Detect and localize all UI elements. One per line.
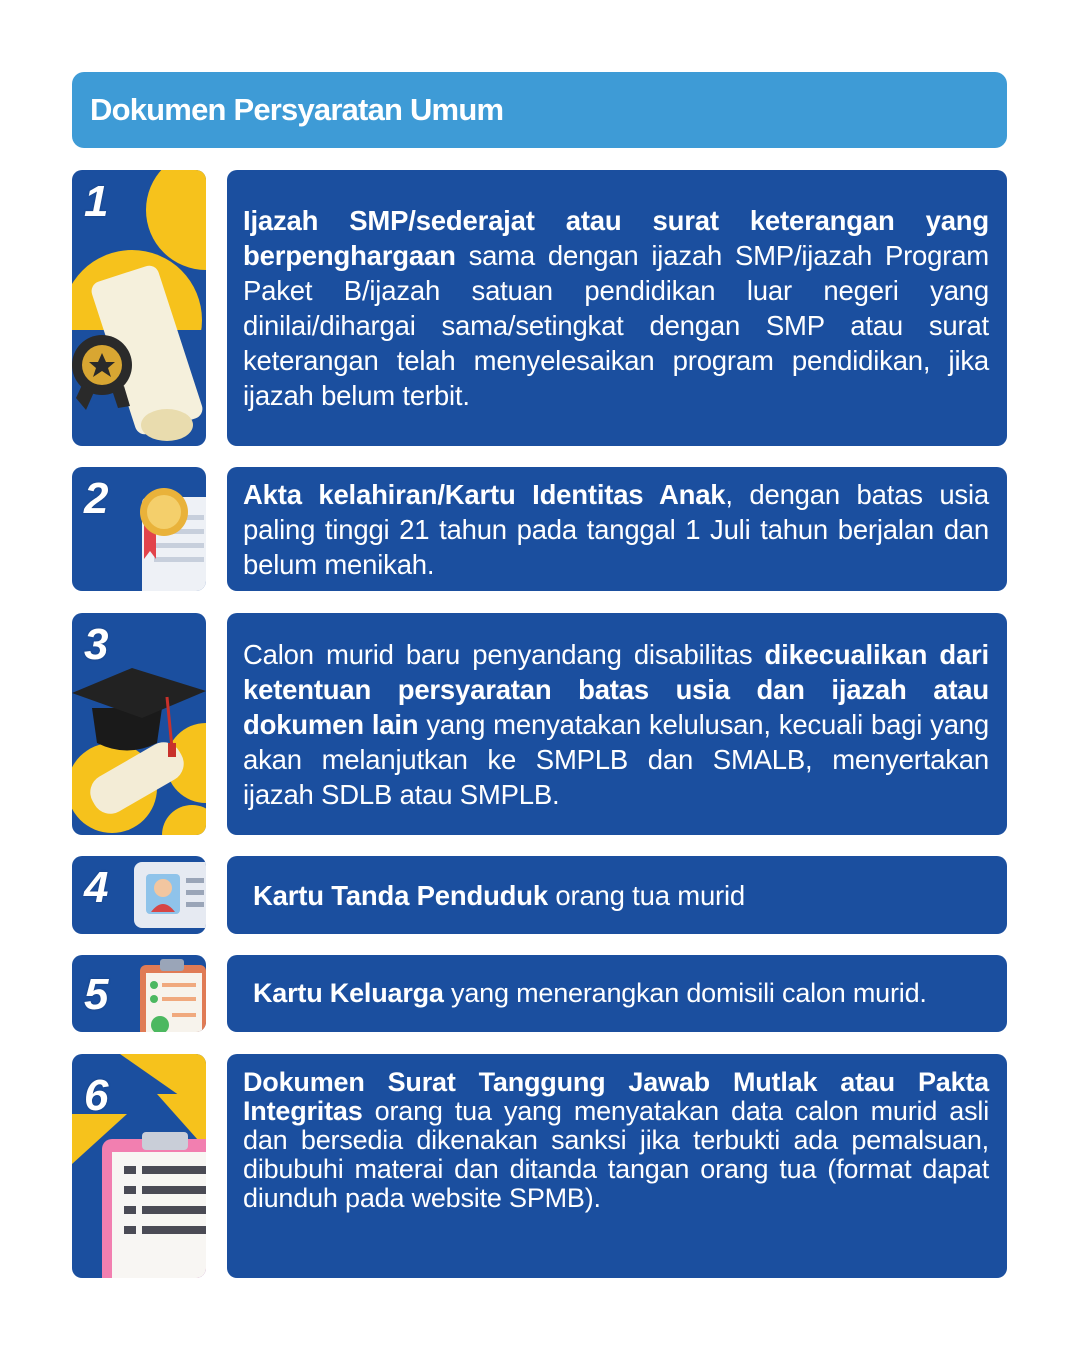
requirement-bold: Dokumen Surat Tanggung Jawab Mutlak atau Pakta Integritas [243, 1067, 989, 1126]
requirement-bold: Kartu Tanda Penduduk [253, 879, 548, 911]
requirement-text [243, 1068, 989, 1213]
requirement-rest: orang tua yang menyatakan data calon murid asli dan bersedia dikenakan sanksi jika terbukti ada pemalsuan, dibubuhi materai dan ditanda tangan orang tua (format dapat diunduh pada website SPMB). [243, 1096, 989, 1213]
requirement-item-6 [72, 1054, 1007, 1278]
diploma-scroll-icon [72, 170, 206, 446]
requirement-rest: yang menyatakan kelulusan, kecuali bagi yang akan melanjutkan ke SMPLB dan SMALB, menyertakan ijazah SDLB atau SMPLB. [243, 708, 989, 810]
requirement-item-3 [72, 613, 1007, 835]
requirement-text [243, 477, 989, 582]
id-card-icon [72, 856, 206, 934]
requirement-card [227, 1054, 1007, 1278]
item-number: 1 [84, 177, 109, 226]
item-number: 6 [84, 1071, 109, 1120]
item-number: 2 [84, 474, 109, 523]
requirement-card [227, 467, 1007, 591]
certificate-icon [72, 467, 206, 591]
requirement-text [243, 203, 989, 413]
requirement-item-4 [72, 856, 1007, 934]
item-number: 3 [84, 620, 109, 669]
clipboard-document-icon [72, 1054, 206, 1278]
requirement-card [227, 955, 1007, 1032]
requirement-bold: dikecualikan dari ketentuan persyaratan batas usia dan ijazah atau dokumen lain [243, 638, 989, 740]
requirement-card [227, 613, 1007, 835]
requirement-text [243, 637, 989, 812]
requirement-bold: Akta kelahiran/Kartu Identitas Anak [243, 478, 726, 510]
clipboard-checklist-icon [72, 955, 206, 1032]
requirement-card [227, 856, 1007, 934]
requirement-card [227, 170, 1007, 446]
requirement-pre: Calon murid baru penyandang disabilitas [243, 638, 765, 670]
requirement-item-2 [72, 467, 1007, 591]
graduation-cap-icon [72, 613, 206, 835]
requirement-bold: Ijazah SMP/sederajat atau surat keterangan yang berpenghargaan [243, 205, 989, 271]
item-number: 4 [84, 863, 109, 912]
requirement-bold: Kartu Keluarga [253, 978, 444, 1008]
requirement-rest: sama dengan ijazah SMP/ijazah Program Paket B/ijazah satuan pendidikan luar negeri yang dinilai/dihargai sama/setingkat dengan SMP atau surat keterangan telah menyelesaikan program pendidikan, jika ijazah belum terbit. [243, 240, 989, 411]
requirement-rest: , dengan batas usia paling tinggi 21 tahun pada tanggal 1 Juli tahun berjalan dan belum menikah. [243, 478, 989, 580]
requirement-text [253, 878, 745, 913]
section-title: Dokumen Persyaratan Umum [90, 92, 504, 127]
requirement-text [253, 979, 927, 1008]
requirement-item-5 [72, 955, 1007, 1032]
requirement-rest: yang menerangkan domisili calon murid. [443, 978, 927, 1008]
requirement-item-1 [72, 170, 1007, 446]
requirement-rest: orang tua murid [547, 879, 746, 911]
item-number: 5 [84, 970, 109, 1019]
section-header [72, 72, 1007, 148]
